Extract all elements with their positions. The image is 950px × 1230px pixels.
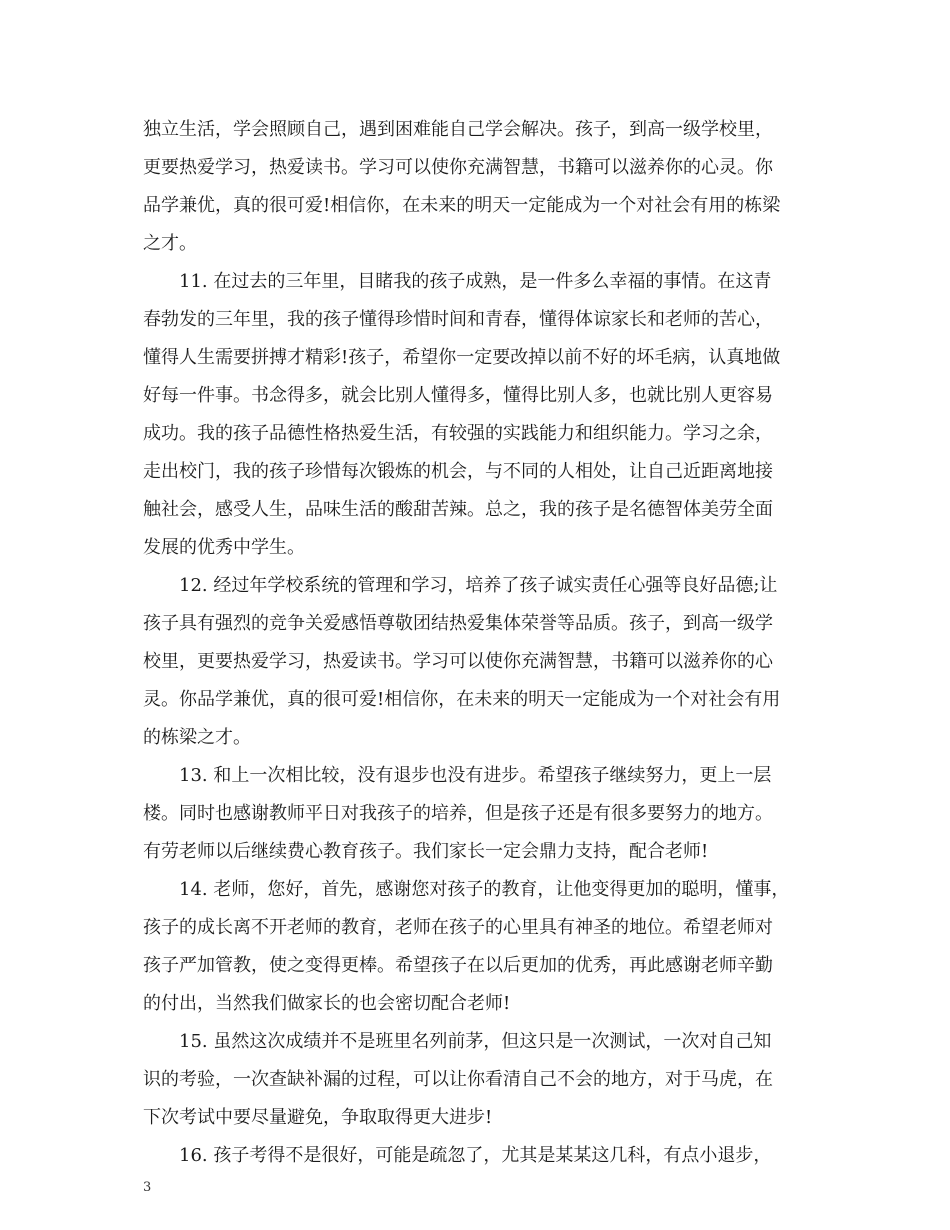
page-number: 3 <box>143 1180 152 1195</box>
text-line: 之才。 <box>143 233 197 254</box>
text-line: 成功。我的孩子品德性格热爱生活，有较强的实践能力和组织能力。学习之余， <box>143 423 773 444</box>
text-line: 的付出，当然我们做家长的也会密切配合老师! <box>143 993 511 1014</box>
text-line: 16. 孩子考得不是很好，可能是疏忽了，尤其是某某这几科，有点小退步， <box>143 1145 772 1166</box>
text-line: 15. 虽然这次成绩并不是班里名列前茅，但这只是一次测试，一次对自己知 <box>143 1031 772 1052</box>
text-line: 11. 在过去的三年里，目睹我的孩子成熟，是一件多么幸福的事情。在这青 <box>143 271 772 292</box>
text-line: 独立生活，学会照顾自己，遇到困难能自己学会解决。孩子，到高一级学校里， <box>143 119 773 140</box>
text-line: 楼。同时也感谢教师平日对我孩子的培养，但是孩子还是有很多要努力的地方。 <box>143 803 773 824</box>
text-line: 发展的优秀中学生。 <box>143 537 305 558</box>
text-line: 的栋梁之才。 <box>143 727 251 748</box>
text-line: 校里，更要热爱学习，热爱读书。学习可以使你充满智慧，书籍可以滋养你的心 <box>143 651 773 672</box>
text-line: 13. 和上一次相比较，没有退步也没有进步。希望孩子继续努力，更上一层 <box>143 765 772 786</box>
text-line: 下次考试中要尽量避免，争取取得更大进步! <box>143 1107 493 1128</box>
text-line: 品学兼优，真的很可爱!相信你，在未来的明天一定能成为一个对社会有用的栋梁 <box>143 195 781 216</box>
text-line: 好每一件事。书念得多，就会比别人懂得多，懂得比别人多，也就比别人更容易 <box>143 385 773 406</box>
text-line: 有劳老师以后继续费心教育孩子。我们家长一定会鼎力支持，配合老师! <box>143 841 709 862</box>
text-line: 春勃发的三年里，我的孩子懂得珍惜时间和青春，懂得体谅家长和老师的苦心， <box>143 309 773 330</box>
text-line: 12. 经过年学校系统的管理和学习，培养了孩子诚实责任心强等良好品德;让 <box>143 575 778 596</box>
text-line: 孩子严加管教，使之变得更棒。希望孩子在以后更加的优秀，再此感谢老师辛勤 <box>143 955 773 976</box>
text-line: 识的考验，一次查缺补漏的过程，可以让你看清自己不会的地方，对于马虎，在 <box>143 1069 773 1090</box>
text-line: 触社会，感受人生，品味生活的酸甜苦辣。总之，我的孩子是名德智体美劳全面 <box>143 499 773 520</box>
text-line: 灵。你品学兼优，真的很可爱!相信你，在未来的明天一定能成为一个对社会有用 <box>143 689 781 710</box>
text-line: 孩子的成长离不开老师的教育，老师在孩子的心里具有神圣的地位。希望老师对 <box>143 917 773 938</box>
text-line: 懂得人生需要拼搏才精彩!孩子，希望你一定要改掉以前不好的坏毛病，认真地做 <box>143 347 781 368</box>
text-line: 14. 老师，您好，首先，感谢您对孩子的教育，让他变得更加的聪明，懂事， <box>143 879 790 900</box>
text-line: 更要热爱学习，热爱读书。学习可以使你充满智慧，书籍可以滋养你的心灵。你 <box>143 157 773 178</box>
text-line: 孩子具有强烈的竞争关爱感悟尊敬团结热爱集体荣誉等品质。孩子，到高一级学 <box>143 613 773 634</box>
text-line: 走出校门，我的孩子珍惜每次锻炼的机会，与不同的人相处，让自己近距离地接 <box>143 461 773 482</box>
